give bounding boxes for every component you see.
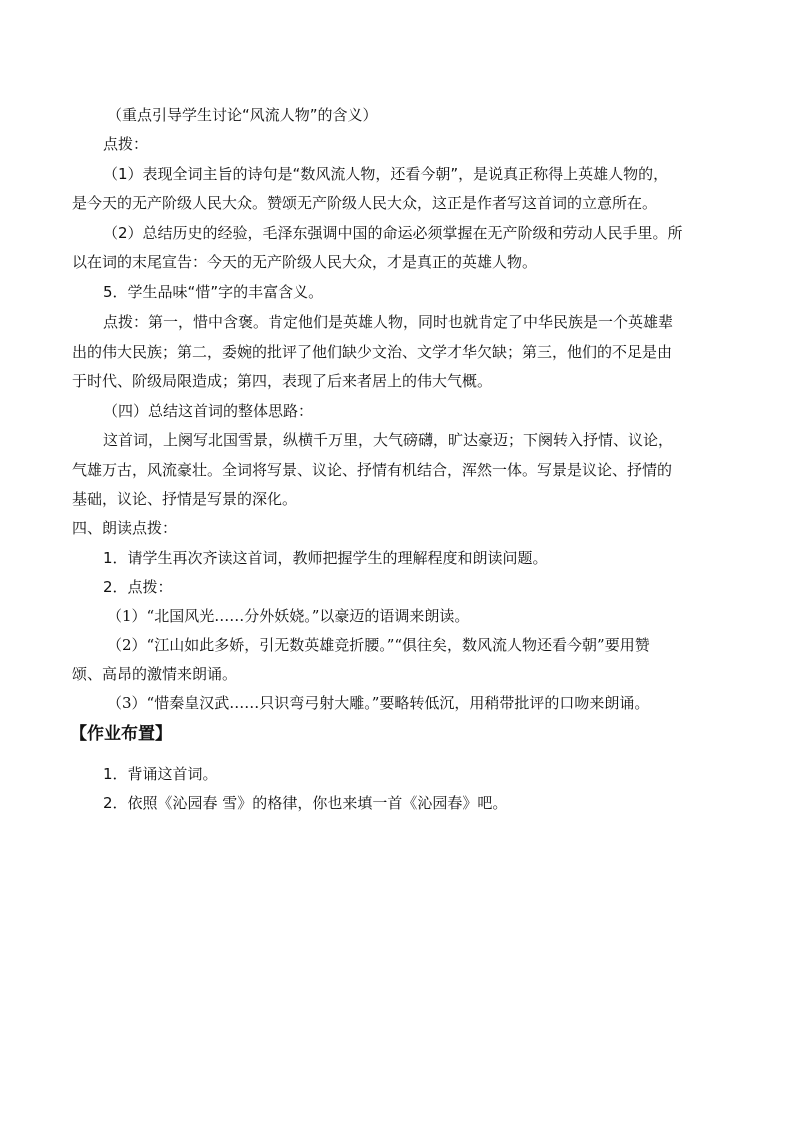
paragraph-line: （3）“惜秦皇汉武……只识弯弓射大雕。”要略转低沉，用稍带批评的口吻来朗诵。: [107, 694, 650, 712]
paragraph-line: 出的伟大民族；第二，委婉的批评了他们缺少文治、文学才华欠缺；第三，他们的不足是由: [72, 343, 673, 361]
paragraph-line: 以在词的末尾宣告：今天的无产阶级人民大众，才是真正的英雄人物。: [72, 253, 538, 271]
paragraph-line: 是今天的无产阶级人民大众。赞颂无产阶级人民大众，这正是作者写这首词的立意所在。: [72, 194, 658, 212]
paragraph-line: 点拨：: [103, 135, 149, 153]
paragraph-line: 5．学生品味“惜”字的丰富含义。: [103, 283, 324, 301]
paragraph-line: （1）“北国风光……分外妖娆。”以豪迈的语调来朗读。: [107, 607, 470, 625]
homework-item: 1．背诵这首词。: [103, 765, 218, 783]
paragraph-line: 颂、高昂的激情来朗诵。: [72, 665, 238, 683]
paragraph-line: （2）总结历史的经验，毛泽东强调中国的命运必须掌握在无产阶级和劳动人民手里。所: [103, 224, 683, 242]
section-heading: 四、朗读点拨：: [72, 519, 178, 537]
paragraph-line: （2）“江山如此多娇，引无数英雄竞折腰。”“俱往矣，数风流人物还看今朝”要用赞: [107, 636, 650, 654]
paragraph-line: （四）总结这首词的整体思路：: [103, 402, 314, 420]
paragraph-line: （重点引导学生讨论“风流人物”的含义）: [107, 106, 378, 124]
paragraph-line: （1）表现全词主旨的诗句是“数风流人物，还看今朝”，是说真正称得上英雄人物的，: [103, 165, 669, 183]
homework-heading: 【作业布置】: [70, 724, 172, 744]
paragraph-line: 气雄万古，风流豪壮。全词将写景、议论、抒情有机结合，浑然一体。写景是议论、抒情的: [72, 461, 673, 479]
paragraph-line: 2．点拨：: [103, 578, 173, 596]
homework-item: 2．依照《沁园春 雪》的格律，你也来填一首《沁园春》吧。: [103, 794, 508, 812]
paragraph-line: 于时代、阶级局限造成；第四，表现了后来者居上的伟大气概。: [72, 372, 493, 390]
paragraph-line: 基础，议论、抒情是写景的深化。: [72, 490, 298, 508]
paragraph-line: 点拨：第一，惜中含褒。肯定他们是英雄人物，同时也就肯定了中华民族是一个英雄辈: [103, 313, 674, 331]
paragraph-line: 这首词，上阕写北国雪景，纵横千万里，大气磅礴，旷达豪迈；下阕转入抒情、议论，: [103, 431, 674, 449]
paragraph-line: 1．请学生再次齐读这首词，教师把握学生的理解程度和朗读问题。: [103, 549, 548, 567]
